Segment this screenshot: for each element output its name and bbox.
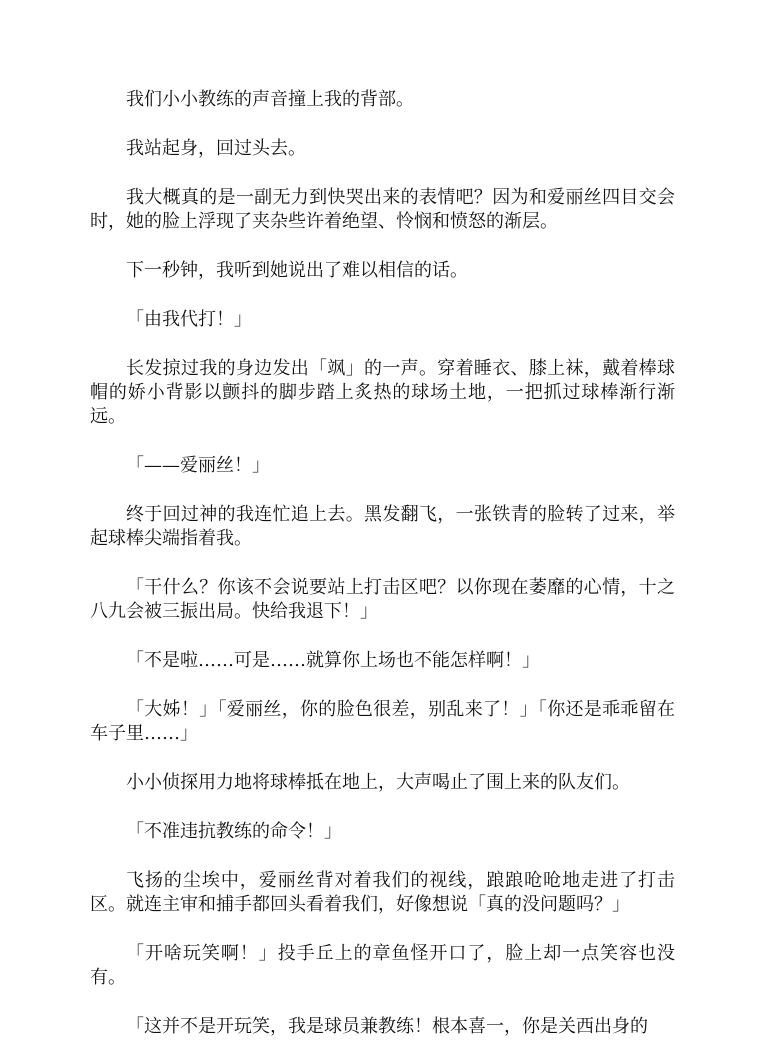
paragraph-15: 「开啥玩笑啊！」投手丘上的章鱼怪开口了，脸上却一点笑容也没有。 — [90, 943, 675, 988]
paragraph-4: 下一秒钟，我听到她说出了难以相信的话。 — [126, 260, 468, 281]
paragraph-10: 「不是啦……可是……就算你上场也不能怎样啊！」 — [126, 650, 540, 671]
paragraph-5: 「由我代打！」 — [126, 309, 252, 330]
paragraph-2: 我站起身，回过头去。 — [126, 138, 306, 159]
paragraph-12: 小小侦探用力地将球棒抵在地上，大声喝止了围上来的队友们。 — [126, 772, 630, 793]
paragraph-13: 「不准违抗教练的命令！」 — [126, 821, 342, 842]
paragraph-3: 我大概真的是一副无力到快哭出来的表情吧？因为和爱丽丝四目交会时，她的脸上浮现了夹杂些许着绝望、怜悯和愤怒的渐层。 — [90, 187, 675, 232]
paragraph-16: 「这并不是开玩笑，我是球员兼教练！根本喜一，你是关西出身的 — [126, 1016, 648, 1037]
paragraph-9: 「干什么？你该不会说要站上打击区吧？以你现在萎靡的心情，十之八九会被三振出局。快给我退下！」 — [90, 577, 675, 622]
paragraph-6: 长发掠过我的身边发出「飒」的一声。穿着睡衣、膝上袜，戴着棒球帽的娇小背影以颤抖的脚步踏上炙热的球场土地，一把抓过球棒渐行渐远。 — [90, 358, 675, 427]
paragraph-11: 「大姊！」「爱丽丝，你的脸色很差，别乱来了！」「你还是乖乖留在车子里……」 — [90, 699, 675, 744]
paragraph-14: 飞扬的尘埃中，爱丽丝背对着我们的视线，踉踉呛呛地走进了打击区。就连主审和捕手都回头看着我们，好像想说「真的没问题吗？」 — [90, 870, 675, 915]
document-page — [90, 88, 675, 1064]
paragraph-1: 我们小小教练的声音撞上我的背部。 — [126, 89, 414, 110]
paragraph-8: 终于回过神的我连忙追上去。黑发翻飞，一张铁青的脸转了过来，举起球棒尖端指着我。 — [90, 504, 675, 549]
paragraph-7: 「——爱丽丝！」 — [126, 455, 270, 476]
